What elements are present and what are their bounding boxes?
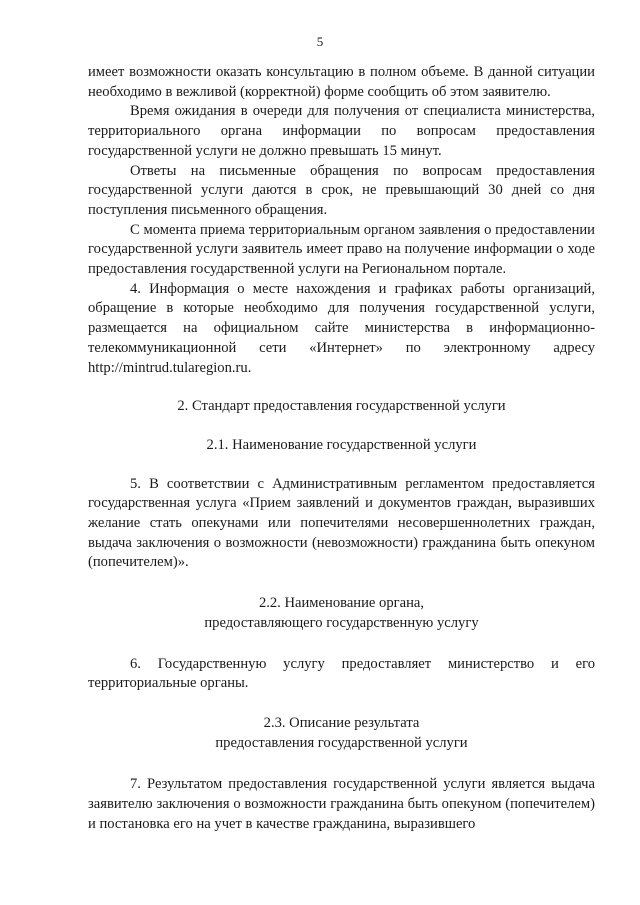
paragraph-item-5: 5. В соответствии с Административным регламентом предоставляется государственная услуга «Прием заявлений и документов граждан, выразивших желание стать опекунами или попечителями несовершеннолетних граждан, выдача заключения о возможности (невозможности) гражданина быть опекуном (попечителем)». [88, 475, 595, 571]
subsection-2-1-heading: 2.1. Наименование государственной услуги [206, 436, 477, 453]
paragraph-written-answers: Ответы на письменные обращения по вопросам предоставления государственной услуги даются в срок, не превышающий 30 дней со дня поступления письменного обращения. [88, 162, 595, 218]
page-number: 5 [316, 34, 324, 49]
subsection-2-2-heading [88, 594, 595, 633]
paragraph-item-6: 6. Государственную услугу предоставляет министерство и его территориальные органы. [88, 655, 595, 692]
subsection-2-2-line-1: 2.2. Наименование органа, [258, 595, 425, 612]
paragraph-waiting-time: Время ожидания в очереди для получения от специалиста министерства, территориального органа информации по вопросам предоставления государственной услуги не должно превышать 15 минут. [88, 103, 595, 159]
paragraph-item-7: 7. Результатом предоставления государственной услуги является выдача заявителю заключения о возможности гражданина быть опекуном (попечителем) и постановка его на учет в качестве гражданина, выразившего [88, 776, 595, 832]
subsection-2-3-line-1: 2.3. Описание результата [263, 714, 420, 731]
paragraph-item-4: 4. Информация о месте нахождения и графиках работы организаций, обращение в которые необходимо для получения государственной услуги, размещается на официальном сайте министерства в информационно-телекоммуникационной сети «Интернет» по электронному адресу http://mintrud.tularegion.ru. [88, 280, 595, 376]
paragraph-continuation: имеет возможности оказать консультацию в полном объеме. В данной ситуации необходимо в вежливой (корректной) форме сообщить об этом заявителю. [88, 64, 595, 100]
paragraph-status-info: С момента приема территориальным органом заявления о предоставлении государственной услуги заявитель имеет право на получение информации о ходе предоставления государственной услуги на Региональном портале. [88, 221, 595, 278]
section-2-heading: 2. Стандарт предоставления государственной услуги [177, 398, 506, 415]
document-body [88, 63, 595, 835]
subsection-2-3-heading [88, 714, 595, 753]
subsection-2-2-line-2: предоставляющего государственную услугу [204, 614, 479, 631]
subsection-2-3-line-2: предоставления государственной услуги [215, 734, 468, 751]
